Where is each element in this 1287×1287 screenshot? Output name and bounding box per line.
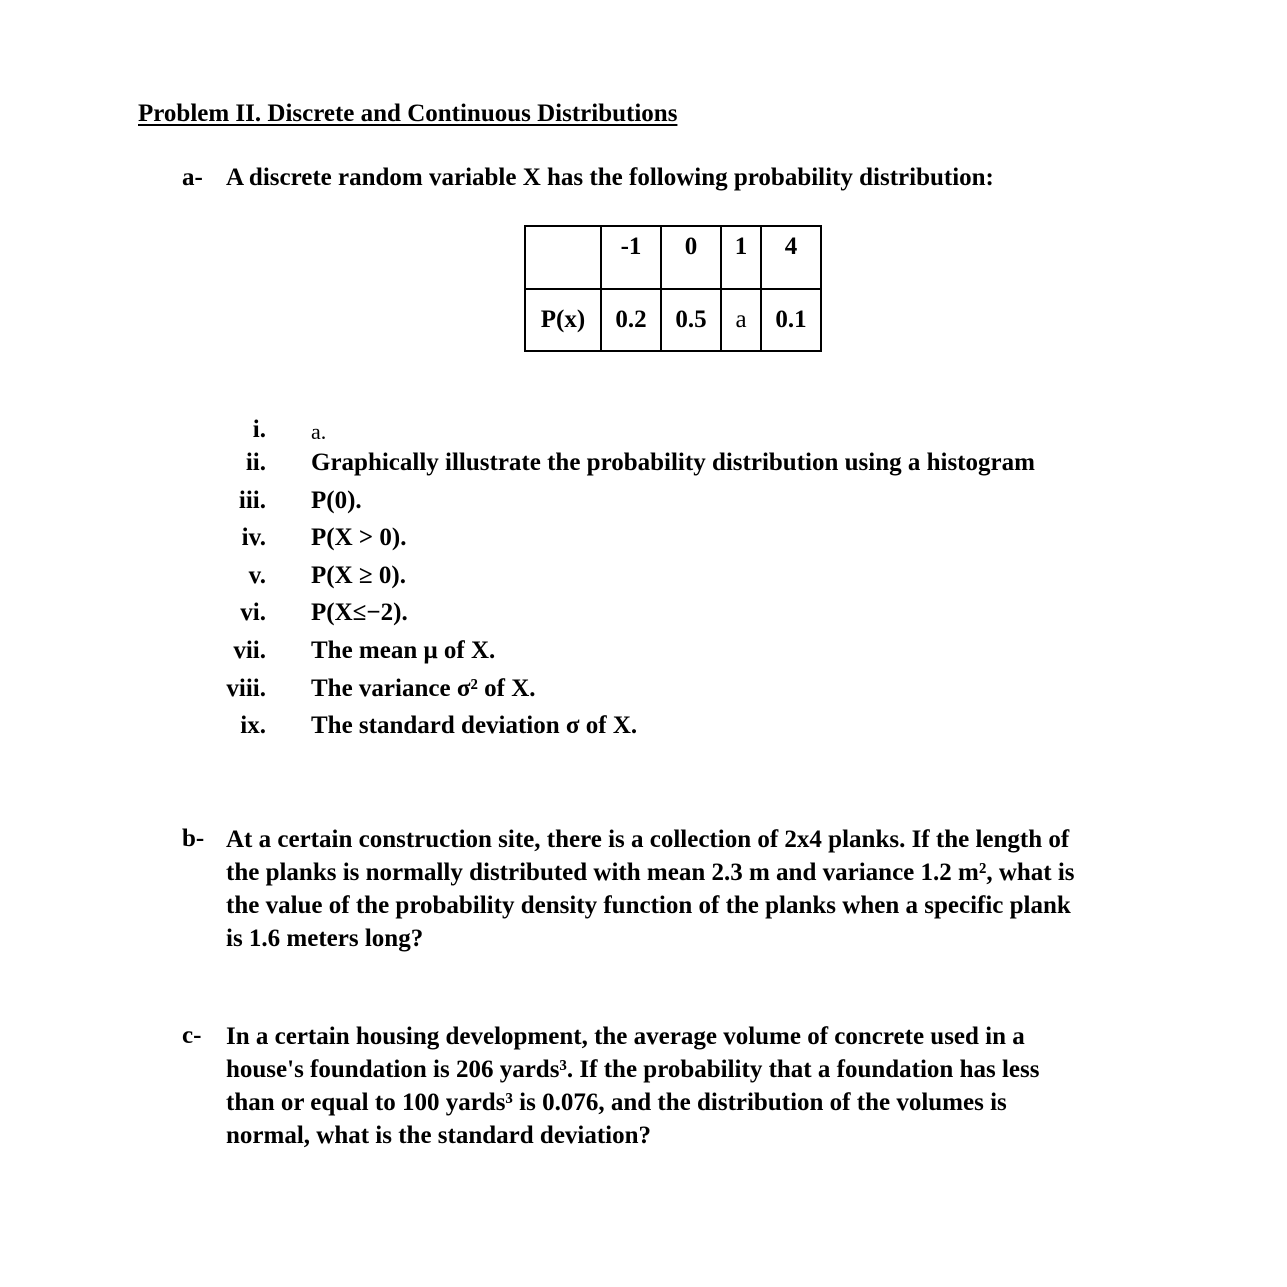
table-x-value: 0 (661, 226, 721, 289)
table-x-value: -1 (601, 226, 661, 289)
item-number: v. (248, 562, 266, 589)
item-number: ii. (245, 449, 266, 476)
part-b-line: is 1.6 meters long? (226, 925, 424, 952)
item-number: ix. (240, 712, 266, 739)
item-number: i. (252, 416, 266, 443)
item-text: P(X ≥ 0). (311, 562, 406, 589)
item-number: iv. (241, 524, 266, 551)
table-row-x (525, 226, 821, 289)
part-c-line: normal, what is the standard deviation? (226, 1122, 652, 1149)
part-c-line: In a certain housing development, the average volume of concrete used in a (226, 1023, 1025, 1050)
item-text: The standard deviation σ of X. (311, 712, 638, 739)
part-c-line: than or equal to 100 yards³ is 0.076, and the distribution of the volumes is (226, 1089, 1007, 1116)
part-b-text (226, 823, 1075, 955)
table-p-value: 0.5 (661, 289, 721, 351)
part-c-line: house's foundation is 206 yards³. If the probability that a foundation has less (226, 1056, 1040, 1083)
probability-table (524, 225, 822, 352)
part-c-text (226, 1020, 1039, 1152)
table-p-value: a (721, 289, 761, 351)
table-p-header: P(x) (525, 289, 601, 351)
part-b-line: At a certain construction site, there is a collection of 2x4 planks. If the length of (226, 826, 1070, 853)
part-b-label: b- (182, 825, 205, 852)
table-row-p (525, 289, 821, 351)
item-text: Graphically illustrate the probability distribution using a histogram (311, 449, 1035, 476)
item-text: P(X > 0). (311, 524, 407, 551)
part-c-label: c- (182, 1022, 202, 1049)
part-b-line: the planks is normally distributed with mean 2.3 m and variance 1.2 m², what is (226, 859, 1075, 886)
item-text: P(0). (311, 487, 362, 514)
item-number: vii. (233, 637, 266, 664)
item-text: The variance σ² of X. (311, 675, 536, 702)
item-number: iii. (238, 487, 266, 514)
table-x-value: 4 (761, 226, 821, 289)
item-number: viii. (226, 675, 266, 702)
table-p-value: 0.1 (761, 289, 821, 351)
table-p-value: 0.2 (601, 289, 661, 351)
part-a-label: a- (182, 164, 203, 191)
table-x-header (525, 226, 601, 289)
item-text: P(X≤−2). (311, 599, 408, 626)
problem-title: Problem II. Discrete and Continuous Distributions (138, 100, 678, 127)
item-number: vi. (240, 599, 266, 626)
part-a-text: A discrete random variable X has the following probability distribution: (226, 164, 994, 191)
table-x-value: 1 (721, 226, 761, 289)
item-text: The mean μ of X. (311, 637, 496, 664)
part-b-line: the value of the probability density function of the planks when a specific plank (226, 892, 1071, 919)
item-text: a. (311, 419, 327, 444)
